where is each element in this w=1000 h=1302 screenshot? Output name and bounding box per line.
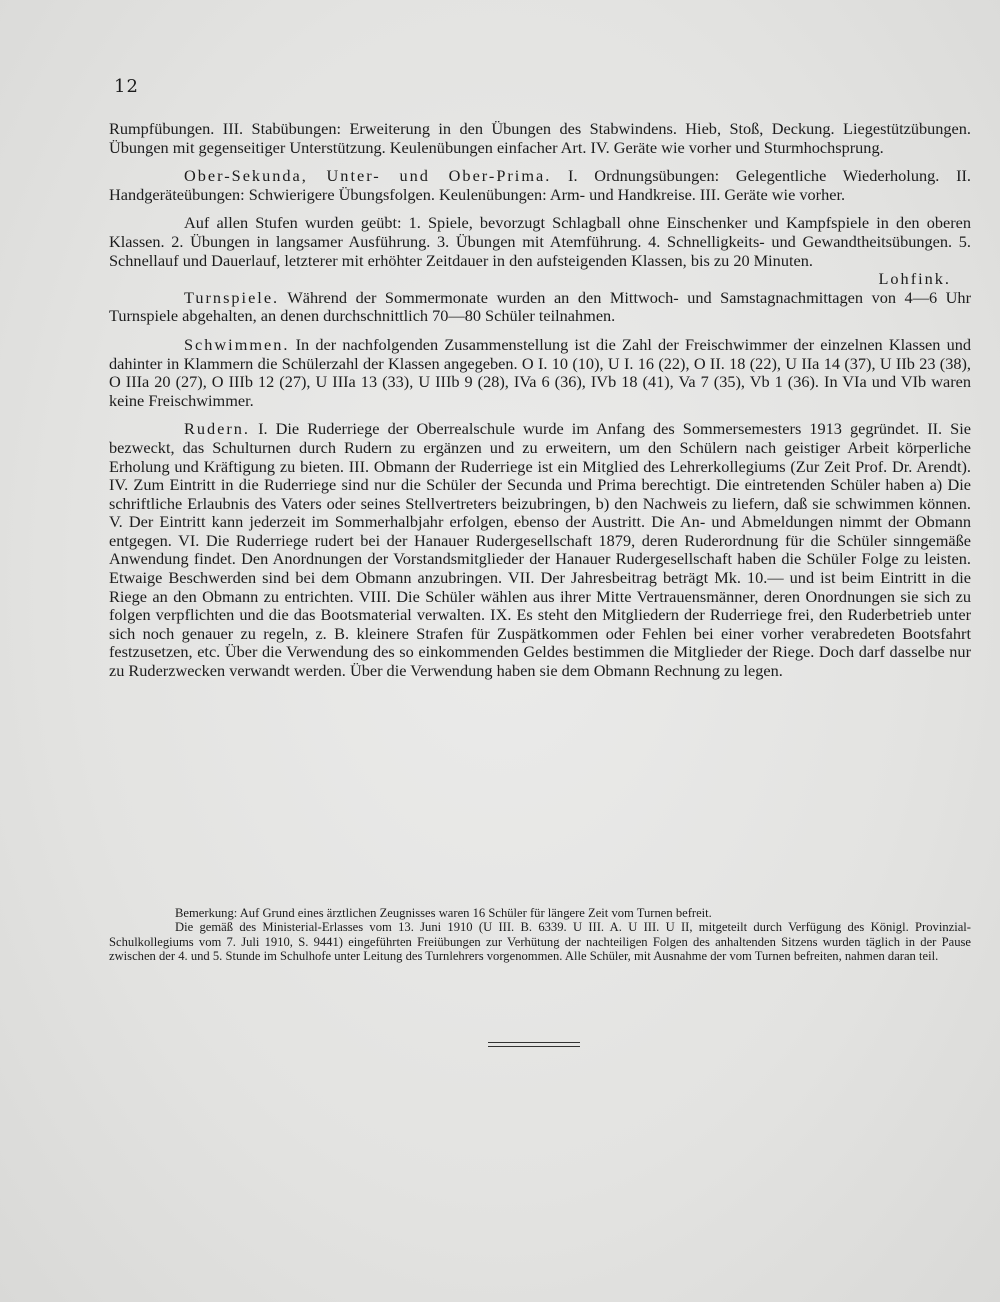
section-heading: Ober-Sekunda, Unter- und Ober-Prima. — [184, 166, 552, 186]
section-heading: Rudern. — [184, 419, 250, 439]
paragraph-auf-allen-stufen — [109, 213, 971, 289]
closing-double-rule — [488, 1042, 580, 1047]
paragraph-rumpfuebungen — [109, 120, 971, 157]
paragraph-ober-sekunda — [109, 167, 971, 204]
footnotes — [109, 906, 971, 964]
paragraph-text: Während der Sommermonate wurden an den Mittwoch- und Samstagnachmittagen von 4—6 Uhr Turnspiele abgehalten, an denen durchschnittlich 70—80 Schüler teilnahmen. — [109, 287, 971, 326]
page-number: 12 — [114, 76, 139, 97]
note-bemerkung: Bemerkung: Auf Grund eines ärztlichen Zeugnisses waren 16 Schüler für längere Zeit vom Turnen befreit. — [175, 906, 712, 920]
paragraph-turnspiele — [109, 289, 971, 326]
paragraph-text: Auf allen Stufen wurden geübt: 1. Spiele, bevorzugt Schlagball ohne Einschenker und Kampfspiele in den oberen Klassen. 2. Übungen in langsamer Ausführung. 3. Übungen mit Atemführung. 4. Schnelligkeits- und Gewandtheitsübungen. 5. Schnellauf und Dauerlauf, letzterer mit erhöhter Zeitdauer in den aufsteigenden Klassen, bis zu 20 Minuten. — [109, 213, 971, 270]
paragraph-text: I. Ordnungsübungen: Gelegentliche Wiederholung. II. Handgeräteübungen: Schwierigere Übungsfolgen. Keulenübungen: Arm- und Handkreise. III. Geräte wie vorher. — [109, 166, 971, 204]
paragraph-schwimmen — [109, 336, 971, 410]
section-heading: Schwimmen. — [184, 334, 290, 354]
paragraph-text: I. Die Ruderriege der Oberrealschule wurde im Anfang des Sommersemesters 1913 gegründet. II. Sie bezweckt, das Schulturnen durch Rudern zu ergänzen und zu erweitern, um den Schülern nach geistiger Arbeit körperliche Erholung und Kräftigung zu bieten. III. Obmann der Ruderriege ist ein Mitglied des Lehrerkollegiums (Zur Zeit Prof. Dr. Arendt). IV. Zum Eintritt in die Ruderriege sind nur die Schüler der Secunda und Prima berechtigt. Die eintretenden Schüler haben a) Die schriftliche Erlaubnis des Vaters oder seines Stellvertreters beizubringen, b) den Nachweis zu liefern, daß sie schwimmen können. V. Der Eintritt kann jederzeit im Sommerhalbjahr erfolgen, ebenso der Austritt. Die An- und Abmeldungen nimmt der Obmann entgegen. VI. Die Ruderriege rudert bei der Hanauer Rudergesellschaft 1879, deren Ruderordnung für die Schüler sinngemäße Anwendung findet. Den Anordnungen der Vorstandsmitglieder der Hanauer Rudergesellschaft haben die Schüler Folge zu leisten. Etwaige Beschwerden sind bei dem Obmann anzubringen. VII. Der Jahresbeitrag beträgt Mk. 10.— und ist beim Eintritt in die Riege an den Obmann zu entrichten. VIII. Die Schüler wählen aus ihrer Mitte Vertrauensmänner, deren Onordnungen sie sich zu folgen verpflichten und die das Bootsmaterial verwalten. IX. Es steht den Mitgliedern der Ruderriege frei, den Ruderbetrieb unter sich noch genauer zu regeln, z. B. kleinere Strafen für Zuspätkommen oder Fehlen bei einer vorher verabredeten Bootsfahrt festzusetzen, etc. Über die Verwendung des so einkommenden Geldes bestimmen die Mitglieder der Riege. Doch darf dasselbe nur zu Ruderzwecken verwandt werden. Über die Verwendung haben sie dem Obmann Rechnung zu legen. — [109, 419, 971, 681]
section-heading: Turnspiele. — [184, 287, 280, 307]
author-signature: Lohfink. — [878, 269, 951, 289]
note-freiuebungen: Die gemäß des Ministerial-Erlasses vom 13. Juni 1910 (U III. B. 6339. U III. A. U III. U II, mitgeteilt durch Verfügung des Königl. Provinzial-Schulkollegiums vom 7. Juli 1910, S. 9441) eingeführten Freiübungen zur Verhütung der nachteiligen Folgen des anhaltenden Sitzens wurden täglich in der Pause zwischen der 4. und 5. Stunde im Schulhofe unter Leitung des Turnlehrers vorgenommen. Alle Schüler, mit Ausnahme der vom Turnen befreiten, nahmen daran teil. — [109, 920, 971, 964]
main-text — [109, 120, 971, 691]
paragraph-rudern — [109, 420, 971, 680]
paragraph-text: Rumpfübungen. III. Stabübungen: Erweiterung in den Übungen des Stabwindens. Hieb, Stoß, Deckung. Liegestützübungen. Übungen mit gegenseitiger Unterstützung. Keulenübungen einfacher Art. IV. Geräte wie vorher und Sturmhochsprung. — [109, 119, 971, 157]
paragraph-text: In der nachfolgenden Zusammenstellung ist die Zahl der Freischwimmer der einzelnen Klassen und dahinter in Klammern die Schülerzahl der Klassen angegeben. O I. 10 (10), U I. 16 (22), O II. 18 (22), U IIa 14 (37), U IIb 23 (38), O IIIa 20 (27), O IIIb 12 (27), U IIIa 13 (33), U IIIb 9 (28), IVa 6 (36), IVb 18 (41), Va 7 (35), Vb 1 (36). In VIa und VIb waren keine Freischwimmer. — [109, 334, 971, 410]
